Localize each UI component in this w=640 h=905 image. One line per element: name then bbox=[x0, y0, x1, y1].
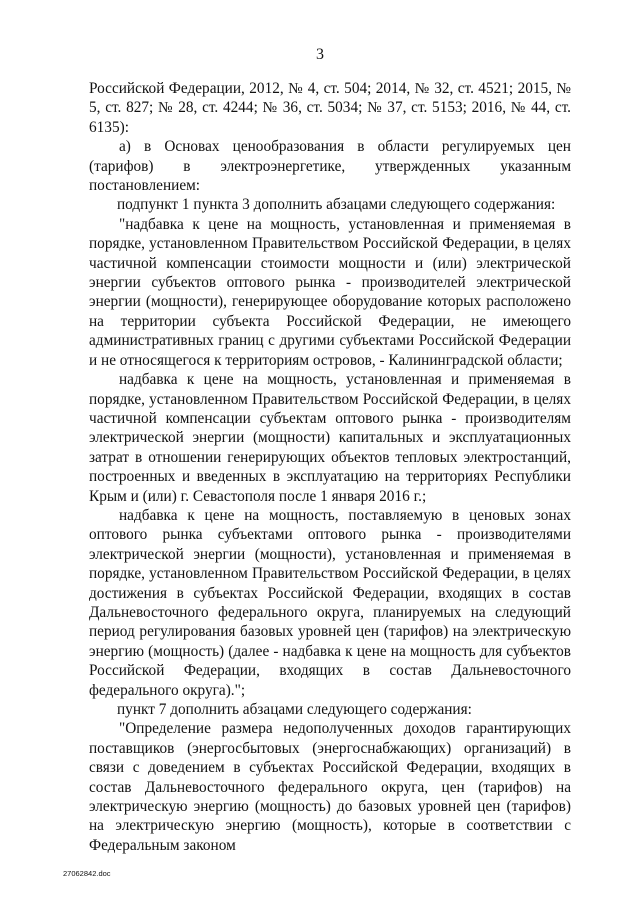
page-number: 3 bbox=[316, 46, 324, 63]
paragraph-citation-continuation: Российской Федерации, 2012, № 4, ст. 504; 2014, № 32, ст. 4521; 2015, № 5, ст. 827; № 28, ст. 4244; № 36, ст. 5034; № 37, ст. 5153; 2016, № 44, ст. 6135): bbox=[89, 80, 571, 136]
paragraph-surcharge-crimea: надбавка к цене на мощность, установленная и применяемая в порядке, установленном Правительством Российской Федерации, в целях частичной компенсации субъектам оптового рынка - производителям электрической энергии (мощности) капитальных и эксплуатационных затрат в отношении генерирующих объектов тепловых электростанций, построенных и введенных в эксплуатацию на территориях Республики Крым и (или) г. Севастополя после 1 января 2016 г.; bbox=[89, 371, 571, 505]
paragraph-surcharge-far-east: надбавка к цене на мощность, поставляемую в ценовых зонах оптового рынка субъектами оптового рынка - производителями электрической энергии (мощности), установленная и применяемая в порядке, установленном Правительством Российской Федерации, в целях достижения в субъектах Российской Федерации, входящих в состав Дальневосточного федерального округа, планируемых на следующий период регулирования базовых уровней цен (тарифов) на электрическую энергию (мощность) (далее - надбавка к цене на мощность для субъектов Российской Федерации, входящих в состав Дальневосточного федерального округа)."; bbox=[89, 506, 571, 699]
document-body bbox=[89, 79, 571, 855]
paragraph-instruction-point-7: пункт 7 дополнить абзацами следующего содержания: bbox=[117, 701, 472, 718]
paragraph-subitem-a: а) в Основах ценообразования в области регулируемых цен (тарифов) в электроэнергетике, утвержденных указанным постановлением: bbox=[89, 138, 571, 195]
paragraph-instruction-point-3: подпункт 1 пункта 3 дополнить абзацами следующего содержания: bbox=[117, 196, 556, 214]
paragraph-lost-income-definition: "Определение размера недополученных доходов гарантирующих поставщиков (энергосбытовых (энергоснабжающих) организаций) в связи с доведением в субъектах Российской Федерации, входящих в состав Дальневосточного федерального округа, цен (тарифов) на электрическую энергию (мощность) до базовых уровней цен (тарифов) на электрическую энергию (мощность), которые в соответствии с Федеральным законом bbox=[89, 720, 571, 854]
paragraph-surcharge-kaliningrad: "надбавка к цене на мощность, установленная и применяемая в порядке, установленном Правительством Российской Федерации, в целях частичной компенсации стоимости мощности и (или) электрической энергии субъектов оптового рынка - производителей электрической энергии (мощности), генерирующее оборудование которых расположено на территории субъекта Российской Федерации, не имеющего административных границ с другими субъектами Российской Федерации и не относящегося к территориям островов, - Калининградской области; bbox=[89, 215, 571, 369]
file-name-footer: 27062842.doc bbox=[63, 869, 111, 878]
